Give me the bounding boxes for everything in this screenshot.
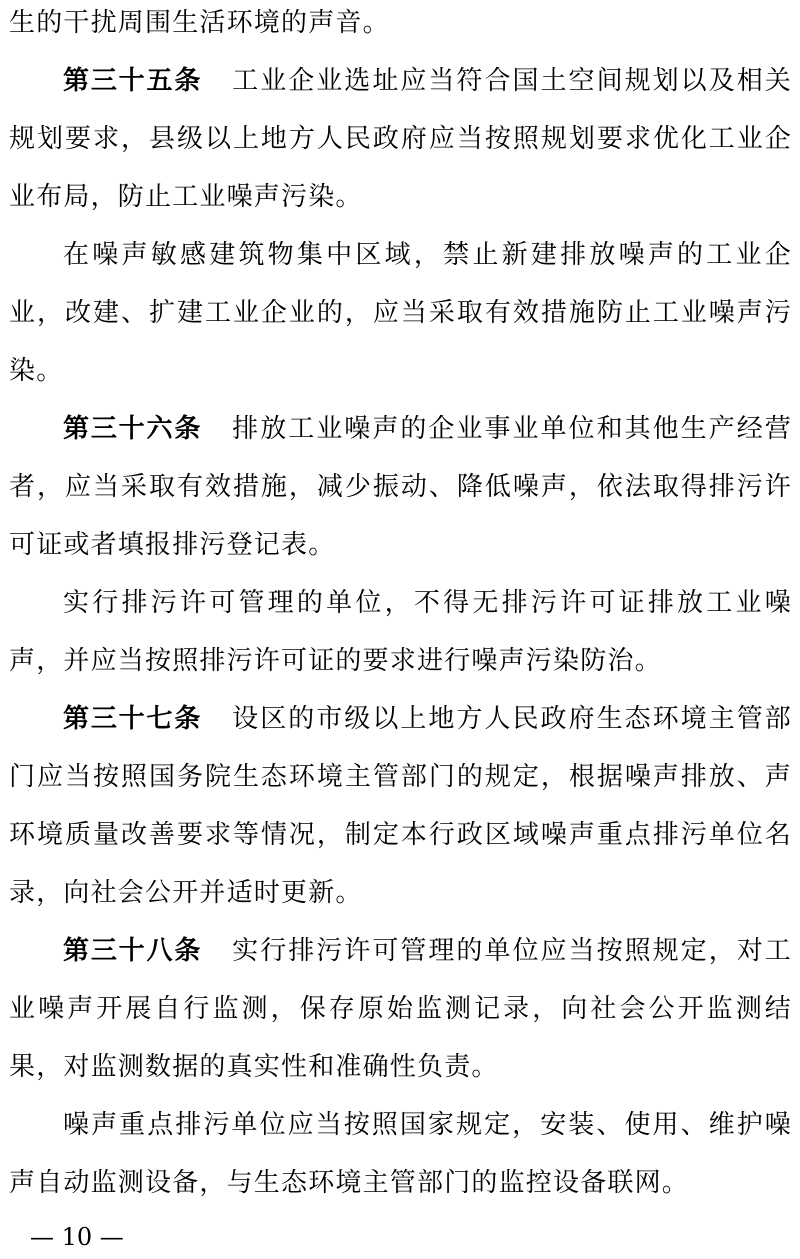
- paragraph: [9, 226, 792, 400]
- paragraph-text: 噪声重点排污单位应当按照国家规定，安装、使用、维护噪声自动监测设备，与生态环境主管部门的监控设备联网。: [9, 1110, 792, 1198]
- paragraph-text: 工业企业选址应当符合国土空间规划以及相关规划要求，县级以上地方人民政府应当按照规划要求优化工业企业布局，防止工业噪声污染。: [9, 66, 792, 212]
- paragraph-text: 排放工业噪声的企业事业单位和其他生产经营者，应当采取有效措施，减少振动、降低噪声，依法取得排污许可证或者填报排污登记表。: [9, 414, 792, 560]
- paragraph-text: 实行排污许可管理的单位应当按照规定，对工业噪声开展自行监测，保存原始监测记录，向社会公开监测结果，对监测数据的真实性和准确性负责。: [9, 936, 792, 1082]
- paragraph-text: 在噪声敏感建筑物集中区域，禁止新建排放噪声的工业企业，改建、扩建工业企业的，应当采取有效措施防止工业噪声污染。: [9, 240, 792, 386]
- paragraph-text: 实行排污许可管理的单位，不得无排污许可证排放工业噪声，并应当按照排污许可证的要求进行噪声污染防治。: [9, 588, 792, 676]
- article-heading: 第三十八条: [63, 936, 203, 966]
- article-heading: 第三十七条: [63, 704, 203, 734]
- article-paragraph: [9, 690, 792, 922]
- document-page: [9, 0, 792, 1212]
- paragraph: [9, 1096, 792, 1212]
- paragraph: [9, 0, 792, 52]
- paragraph-text: 生的干扰周围生活环境的声音。: [9, 8, 390, 38]
- article-paragraph: [9, 52, 792, 226]
- page-number: — 10 —: [30, 1223, 124, 1251]
- article-paragraph: [9, 922, 792, 1096]
- paragraph-text: 设区的市级以上地方人民政府生态环境主管部门应当按照国务院生态环境主管部门的规定，根据噪声排放、声环境质量改善要求等情况，制定本行政区域噪声重点排污单位名录，向社会公开并适时更新。: [9, 704, 792, 908]
- article-paragraph: [9, 400, 792, 574]
- paragraph: [9, 574, 792, 690]
- article-heading: 第三十五条: [63, 66, 203, 96]
- article-heading: 第三十六条: [63, 414, 203, 444]
